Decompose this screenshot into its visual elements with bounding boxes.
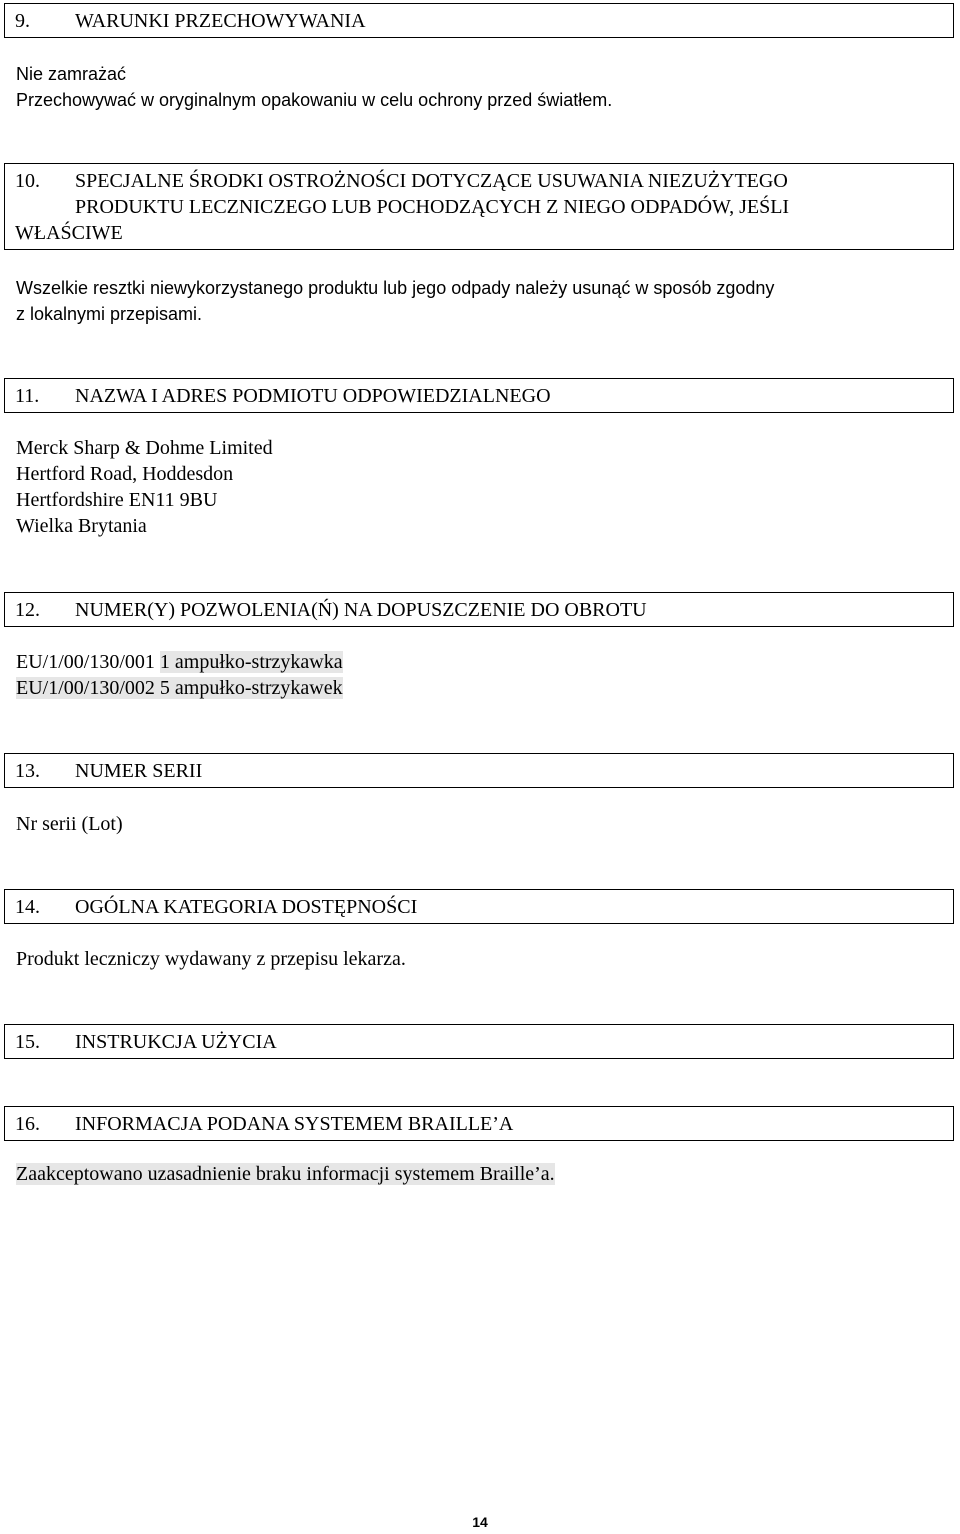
section-title-line-3: WŁAŚCIWE — [15, 222, 123, 244]
section-13-line-1: Nr serii (Lot) — [16, 813, 123, 835]
section-number: 15. — [15, 1031, 40, 1053]
section-16-line-1 — [16, 1161, 555, 1187]
section-11-line-4: Wielka Brytania — [16, 515, 147, 537]
section-number: 12. — [15, 599, 40, 621]
section-title-line-1: SPECJALNE ŚRODKI OSTROŻNOŚCI DOTYCZĄCE USUWANIA NIEZUŻYTEGO — [75, 170, 788, 192]
section-10-line-2: z lokalnymi przepisami. — [16, 304, 203, 324]
section-11-header — [4, 378, 954, 413]
section-12-line-2 — [16, 675, 343, 701]
section-12-line-1 — [16, 649, 343, 675]
section-11-line-1: Merck Sharp & Dohme Limited — [16, 437, 273, 459]
section-title: INFORMACJA PODANA SYSTEMEM BRAILLE’A — [75, 1113, 514, 1135]
section-15-header — [4, 1024, 954, 1059]
section-title: OGÓLNA KATEGORIA DOSTĘPNOŚCI — [75, 896, 418, 918]
page-number: 14 — [472, 1514, 488, 1530]
authorization-number: EU/1/00/130/001 — [16, 651, 155, 673]
section-10-line-1: Wszelkie resztki niewykorzystanego produktu lub jego odpady należy usunąć w sposób zgodny — [16, 278, 775, 298]
authorization-line: EU/1/00/130/002 5 ampułko-strzykawek — [16, 677, 343, 699]
section-13-header — [4, 753, 954, 788]
section-9-header — [4, 3, 954, 38]
section-9-line-2: Przechowywać w oryginalnym opakowaniu w celu ochrony przed światłem. — [16, 90, 613, 110]
section-number: 13. — [15, 760, 40, 782]
section-title: NUMER SERII — [75, 760, 203, 782]
section-12-header — [4, 592, 954, 627]
section-9-line-1: Nie zamrażać — [16, 64, 127, 84]
section-11-line-2: Hertford Road, Hoddesdon — [16, 463, 234, 485]
section-number: 14. — [15, 896, 40, 918]
section-number: 16. — [15, 1113, 40, 1135]
section-title: NUMER(Y) POZWOLENIA(Ń) NA DOPUSZCZENIE DO OBROTU — [75, 599, 647, 621]
section-number: 10. — [15, 170, 40, 192]
braille-statement: Zaakceptowano uzasadnienie braku informacji systemem Braille’a. — [16, 1163, 555, 1185]
section-title: WARUNKI PRZECHOWYWANIA — [75, 10, 366, 32]
section-title-line-2: PRODUKTU LECZNICZEGO LUB POCHODZĄCYCH Z NIEGO ODPADÓW, JEŚLI — [75, 196, 790, 218]
authorization-description: 1 ampułko-strzykawka — [159, 651, 343, 673]
section-11-line-3: Hertfordshire EN11 9BU — [16, 489, 218, 511]
section-number: 11. — [15, 385, 40, 407]
section-10-header — [4, 163, 954, 250]
section-number: 9. — [15, 10, 30, 32]
section-14-line-1: Produkt leczniczy wydawany z przepisu lekarza. — [16, 948, 406, 970]
section-14-header — [4, 889, 954, 924]
section-16-header — [4, 1106, 954, 1141]
section-title: INSTRUKCJA UŻYCIA — [75, 1031, 277, 1053]
section-title: NAZWA I ADRES PODMIOTU ODPOWIEDZIALNEGO — [75, 385, 551, 407]
